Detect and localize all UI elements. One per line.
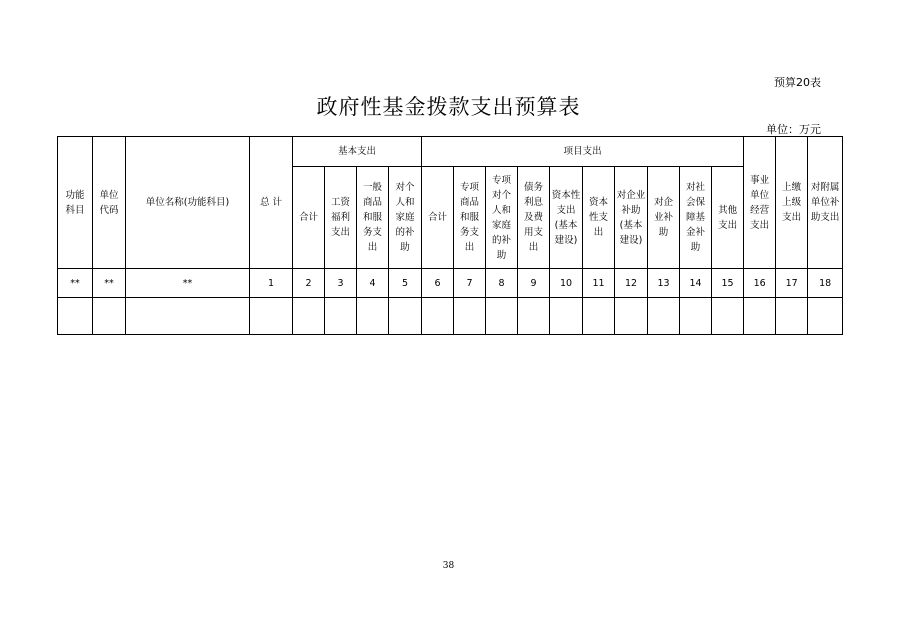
index-cell: 1 (250, 269, 293, 298)
table-cell (422, 298, 454, 335)
header-project-social-security: 对社会保障基金补助 (680, 167, 712, 269)
table-cell (518, 298, 550, 335)
header-remit-superior: 上缴上级支出 (776, 137, 808, 269)
table-cell (389, 298, 422, 335)
index-cell: 11 (583, 269, 615, 298)
header-total: 总 计 (250, 137, 293, 269)
header-unit-name: 单位名称(功能科目) (126, 137, 250, 269)
table-cell (808, 298, 843, 335)
index-cell: 7 (454, 269, 486, 298)
index-cell: 2 (293, 269, 325, 298)
index-cell: ** (126, 269, 250, 298)
index-cell: 17 (776, 269, 808, 298)
header-subsidiary-subsidy: 对附属单位补助支出 (808, 137, 843, 269)
table-cell (712, 298, 744, 335)
index-cell: 5 (389, 269, 422, 298)
table-cell (550, 298, 583, 335)
page-number: 38 (442, 561, 455, 571)
index-cell: 14 (680, 269, 712, 298)
index-cell: 12 (615, 269, 648, 298)
header-project-goods-services: 专项商品和服务支出 (454, 167, 486, 269)
header-project-capital: 资本性支出 (583, 167, 615, 269)
header-project-total: 合计 (422, 167, 454, 269)
header-enterprise-operating: 事业单位经营支出 (744, 137, 776, 269)
header-project-enterprise-construction: 对企业补助(基本建设) (615, 167, 648, 269)
index-cell: 16 (744, 269, 776, 298)
index-cell: 13 (648, 269, 680, 298)
header-project-debt-interest: 债务利息及费用支出 (518, 167, 550, 269)
header-group-basic: 基本支出 (293, 137, 422, 167)
table-cell (583, 298, 615, 335)
header-project-enterprise-subsidy: 对企业补助 (648, 167, 680, 269)
table-cell (250, 298, 293, 335)
index-cell: 4 (357, 269, 389, 298)
index-cell: 8 (486, 269, 518, 298)
header-basic-total: 合计 (293, 167, 325, 269)
index-cell: 18 (808, 269, 843, 298)
index-cell: ** (93, 269, 126, 298)
table-cell (454, 298, 486, 335)
table-cell (744, 298, 776, 335)
budget-table (57, 136, 843, 335)
table-cell (776, 298, 808, 335)
table-cell (615, 298, 648, 335)
table-cell (126, 298, 250, 335)
table-cell (648, 298, 680, 335)
header-basic-wages: 工资福利支出 (325, 167, 357, 269)
header-row-groups (58, 137, 843, 167)
index-cell: ** (58, 269, 93, 298)
header-project-household-subsidy: 专项对个人和家庭的补助 (486, 167, 518, 269)
table-row-index (58, 269, 843, 298)
unit-label: 单位：万元 (766, 123, 821, 136)
header-func-code: 功能科目 (58, 137, 93, 269)
header-group-project: 项目支出 (422, 137, 744, 167)
table-row-empty (58, 298, 843, 335)
page-title: 政府性基金拨款支出预算表 (316, 95, 581, 119)
table-cell (325, 298, 357, 335)
table-cell (357, 298, 389, 335)
header-unit-code: 单位代码 (93, 137, 126, 269)
table-cell (486, 298, 518, 335)
index-cell: 3 (325, 269, 357, 298)
index-cell: 10 (550, 269, 583, 298)
table-cell (680, 298, 712, 335)
table-cell (58, 298, 93, 335)
table-tag: 预算20表 (774, 76, 821, 89)
header-basic-goods-services: 一般商品和服务支出 (357, 167, 389, 269)
index-cell: 15 (712, 269, 744, 298)
header-project-capital-construction: 资本性支出(基本建设) (550, 167, 583, 269)
index-cell: 9 (518, 269, 550, 298)
index-cell: 6 (422, 269, 454, 298)
table-cell (93, 298, 126, 335)
header-project-other: 其他支出 (712, 167, 744, 269)
table-cell (293, 298, 325, 335)
header-basic-household-subsidy: 对个人和家庭的补助 (389, 167, 422, 269)
